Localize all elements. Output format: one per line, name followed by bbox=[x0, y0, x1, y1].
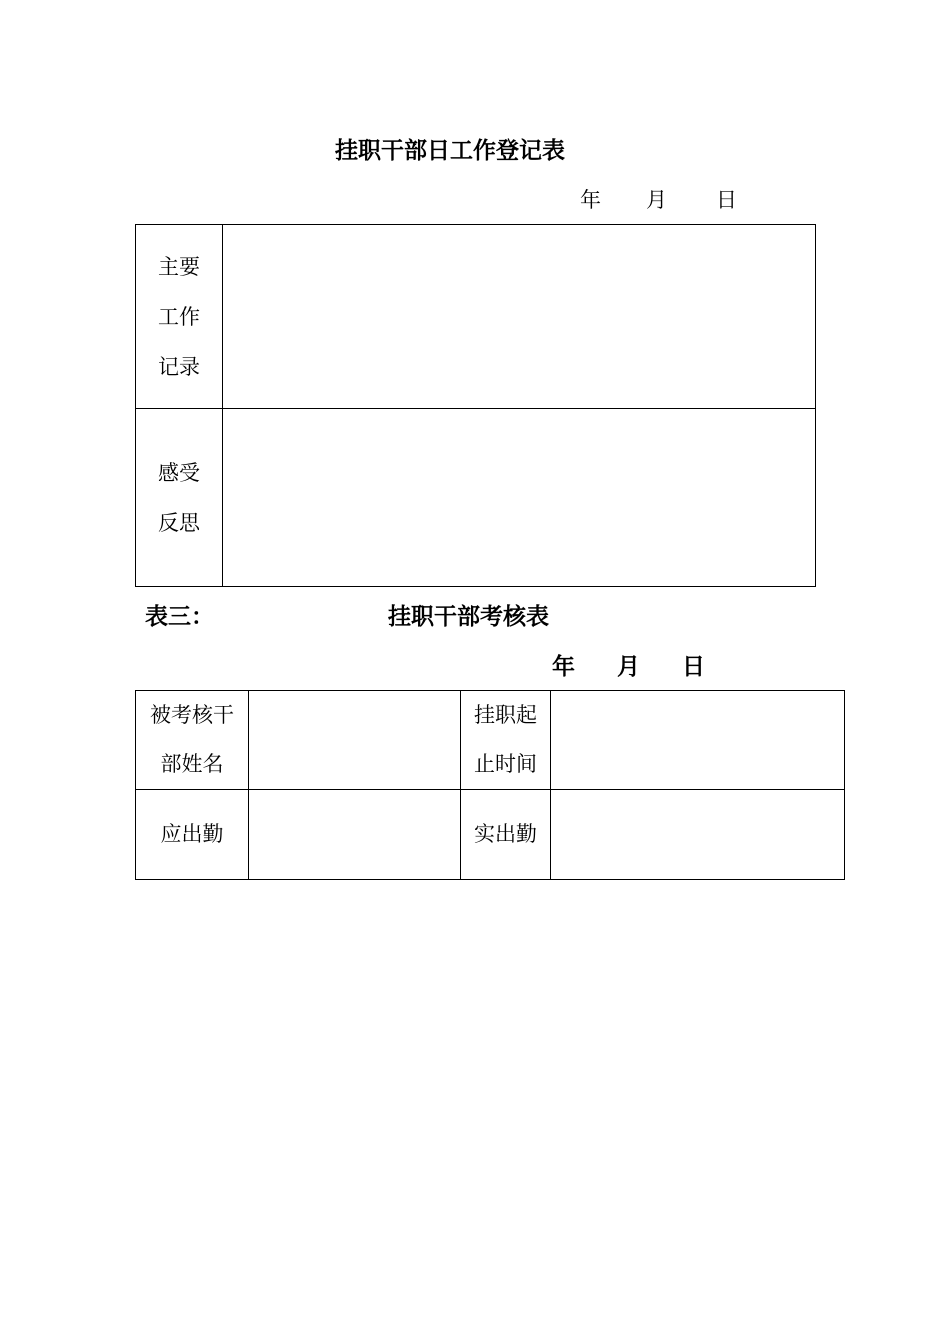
actual-attendance-label: 实出勤 bbox=[461, 790, 551, 880]
reflection-field[interactable] bbox=[223, 409, 816, 587]
cadre-name-field[interactable] bbox=[249, 691, 461, 790]
assessment-table bbox=[135, 690, 845, 880]
main-work-record-field[interactable] bbox=[223, 225, 816, 409]
table-row bbox=[136, 790, 845, 880]
daily-log-table bbox=[135, 224, 816, 587]
required-attendance-label: 应出勤 bbox=[136, 790, 249, 880]
table-row bbox=[136, 409, 816, 587]
table-row bbox=[136, 225, 816, 409]
term-period-label: 挂职起 止时间 bbox=[461, 691, 551, 790]
reflection-label: 感受 反思 bbox=[136, 409, 223, 587]
actual-attendance-field[interactable] bbox=[551, 790, 845, 880]
assessment-title: 挂职干部考核表 bbox=[388, 603, 549, 630]
date-year-label: 年 bbox=[552, 653, 575, 680]
date-year-label: 年 bbox=[580, 188, 601, 212]
daily-log-title: 挂职干部日工作登记表 bbox=[335, 137, 565, 164]
table-three-prefix: 表三： bbox=[145, 603, 214, 630]
main-work-record-label: 主要 工作 记录 bbox=[136, 225, 223, 409]
term-period-field[interactable] bbox=[551, 691, 845, 790]
date-month-label: 月 bbox=[646, 188, 667, 212]
required-attendance-field[interactable] bbox=[249, 790, 461, 880]
date-month-label: 月 bbox=[617, 653, 640, 680]
date-day-label: 日 bbox=[716, 188, 737, 212]
date-day-label: 日 bbox=[682, 653, 705, 680]
table-row bbox=[136, 691, 845, 790]
cadre-name-label: 被考核干 部姓名 bbox=[136, 691, 249, 790]
